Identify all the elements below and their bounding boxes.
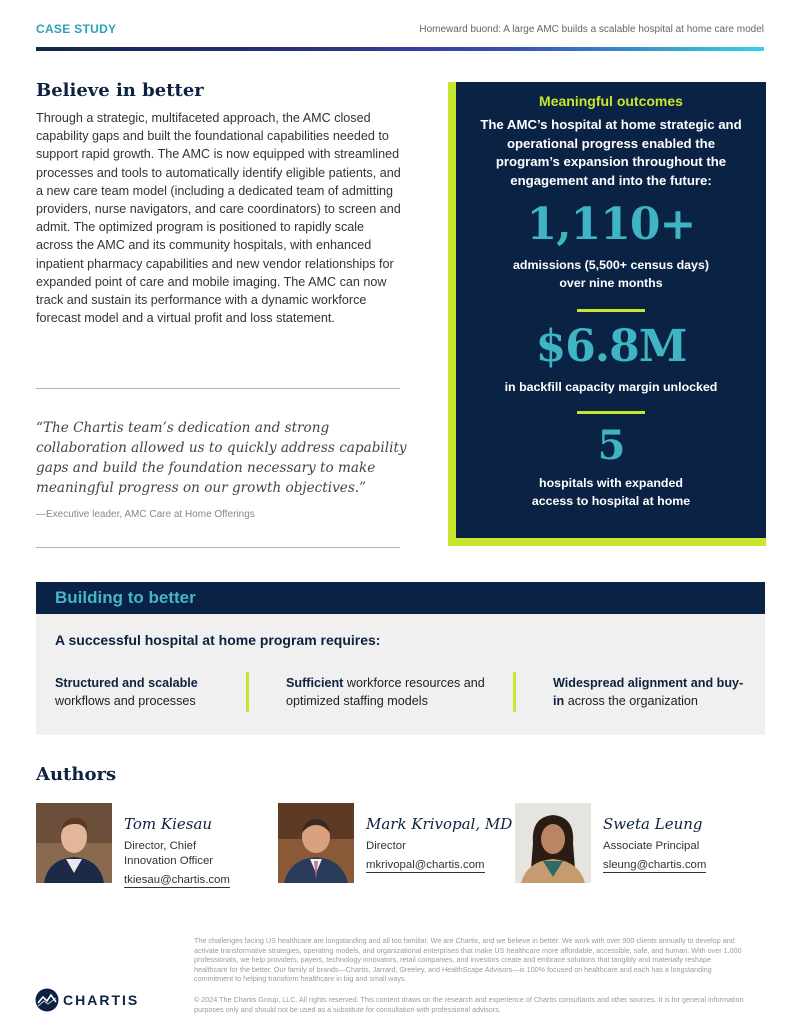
testimonial-quote: “The Chartis team’s dedication and strong collaboration allowed us to quickly address capability gaps and build the foundation necessary to make meaningful progress on our growth objectives.”	[36, 420, 407, 496]
outcomes-box	[448, 82, 766, 546]
requirement-3-strong: Widespread alignment and buy-in	[553, 676, 744, 708]
chartis-wordmark: CHARTIS	[63, 992, 140, 1008]
author-photo	[278, 803, 354, 883]
author-name: Mark Krivopal, MD	[366, 815, 513, 833]
outcomes-intro: The AMC’s hospital at home strategic and operational progress enabled the program’s expansion throughout the engagement and into the future:	[480, 117, 742, 188]
stat-hospitals-line1: hospitals with expanded	[539, 476, 683, 490]
author-name: Tom Kiesau	[124, 815, 213, 833]
building-panel	[36, 614, 765, 735]
building-lead: A successful hospital at home program requires:	[55, 632, 381, 648]
stat-admissions-line1: admissions (5,500+ census days)	[513, 258, 709, 272]
outcomes-panel	[456, 82, 766, 538]
divider-bottom	[36, 547, 400, 548]
stat-separator	[577, 411, 645, 414]
author-role	[366, 839, 406, 854]
authors-title: Authors	[36, 764, 117, 785]
believe-title: Believe in better	[36, 80, 204, 101]
requirement-1	[55, 674, 235, 710]
believe-section	[36, 80, 402, 327]
author-email-link[interactable]: sleung@chartis.com	[603, 859, 707, 871]
author-role	[603, 839, 699, 854]
page-header	[36, 22, 764, 52]
quote-attribution: —Executive leader, AMC Care at Home Offerings	[36, 509, 255, 520]
footer-about: The challenges facing US healthcare are longstanding and all too familiar. We are Chartis, and we believe in better. We work with over 900 clients annually to develop and activate transformative strategies, operating models, and organizational enterprises that make US healthcare more affordable, accessible, safe, and human. With over 1,000 professionals, we help providers, payers, technology innovators, retail companies, and investors create and embrace solutions that tangibly and materially reshape healthcare for the better. Our family of brands—Chartis, Jarrard, Greeley, and HealthScape Advisors—is 100% focused on healthcare and each has a longstanding commitment to helping transform healthcare in big and small ways.	[194, 936, 742, 984]
case-study-tag: CASE STUDY	[36, 22, 117, 36]
stat-hospitals-value: 5	[597, 422, 625, 469]
building-header	[36, 582, 765, 614]
author-photo	[36, 803, 112, 883]
stat-separator	[577, 309, 645, 312]
author-role-line: Associate Principal	[603, 840, 700, 852]
outcomes-title: Meaningful outcomes	[539, 93, 683, 109]
requirement-divider	[246, 672, 249, 712]
stat-admissions-value: 1,110+	[526, 199, 696, 250]
author-card	[278, 803, 513, 893]
building-title: Building to better	[55, 588, 196, 607]
requirement-1-strong: Structured and scalable	[55, 676, 198, 690]
stat-hospitals-line2: access to hospital at home	[531, 494, 691, 508]
requirement-3-text: across the organization	[564, 694, 698, 708]
requirement-2	[286, 674, 496, 710]
requirement-2-strong: Sufficient	[286, 676, 344, 690]
author-role-line: Director	[366, 840, 406, 852]
chartis-logo-icon	[35, 988, 59, 1012]
author-email-link[interactable]: mkrivopal@chartis.com	[366, 859, 485, 871]
requirement-1-text: workflows and processes	[55, 694, 196, 708]
divider-top	[36, 388, 400, 389]
footer-copyright: © 2024 The Chartis Group, LLC. All rights reserved. This content draws on the research and experience of Chartis consultants and other sources. It is for general information purposes only and should not be used as a substitute for consultation with professional advisors.	[194, 995, 744, 1014]
author-role-line: Innovation Officer	[124, 854, 214, 867]
author-email-link[interactable]: tkiesau@chartis.com	[124, 874, 230, 886]
author-role	[124, 839, 213, 868]
author-name: Sweta Leung	[603, 815, 703, 833]
requirement-divider	[513, 672, 516, 712]
stat-admissions-line2: over nine months	[559, 276, 663, 290]
author-role-line: Director, Chief	[124, 840, 197, 852]
header-gradient-rule	[36, 47, 764, 51]
believe-body: Through a strategic, multifaceted approach, the AMC closed capability gaps and built the foundational capabilities needed to support rapid growth. The AMC is now equipped with streamlined processes and tools to automatically identify eligible patients, and a new care team model (including a dedicated team of admitting providers, nurse navigators, and care coordinators) to screen and admit. The optimized program is positioned to rapidly scale across the AMC and its community hospitals, with enhanced inpatient pharmacy capabilities and new vendor relationships for expanded point of care and mobile imaging. The AMC can now track and sustain its performance with a dynamic workforce forecast model and a virtual profit and loss statement.	[36, 111, 401, 326]
author-card	[36, 803, 266, 893]
requirement-2-text: workforce resources and optimized staffing models	[286, 676, 485, 708]
author-card	[515, 803, 745, 893]
author-photo	[515, 803, 591, 883]
stat-margin-value: $6.8M	[535, 321, 687, 372]
document-subtitle: Homeward buond: A large AMC builds a scalable hospital at home care model	[419, 24, 764, 35]
stat-margin-line1: in backfill capacity margin unlocked	[504, 380, 718, 394]
requirement-3	[553, 674, 748, 710]
